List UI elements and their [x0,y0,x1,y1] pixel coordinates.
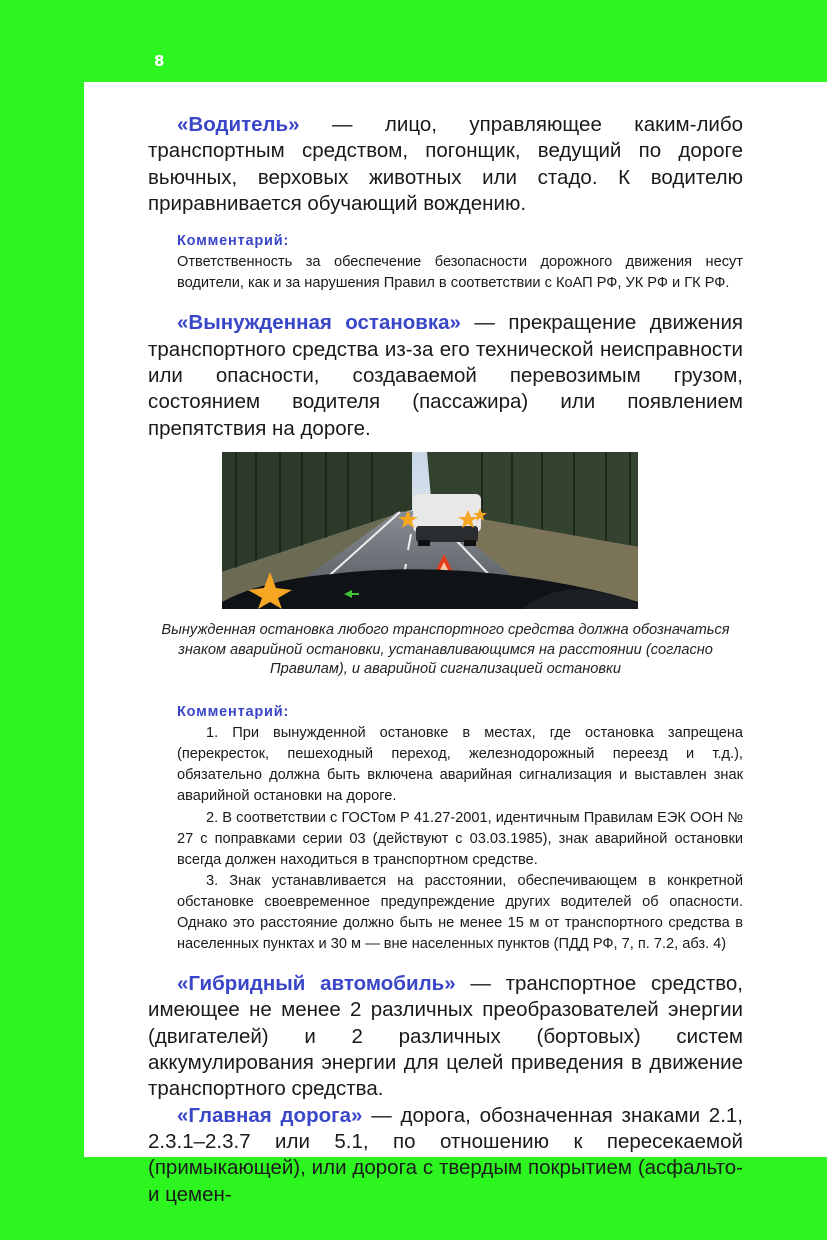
term-main-road: «Главная дорога» [177,1103,363,1127]
comment-title: Комментарий: [177,233,290,250]
page-number: 8 [154,52,165,70]
term-forced-stop: «Вынужденная остановка» [177,311,461,335]
content [148,112,743,1208]
definition-forced-stop-text: — прекращение движения транспортного средства из-за его технической неисправности или опасности, создаваемой перевозимым грузом, состоянием водителя (пассажира) или появлением препятствия на дороге. [148,311,744,440]
comment-title: Комментарий: [177,704,290,721]
comment-text: Ответственность за обеспечение безопасности дорожного движения несут водители, как и за нарушения Правил в соответствии с КоАП РФ, УК РФ и ГК РФ. [177,254,743,292]
definition-main-road [148,1103,743,1208]
forced-stop-photo [222,452,638,609]
comment-item: 1. При вынужденной остановке в местах, где остановка запрещена (перекресток, пешеходный переход, железнодорожный переезд и т.д.), обязательно должна быть включена аварийная сигнализация и выставлен знак аварийной остановки на дороге. [177,725,743,805]
page [84,82,827,1206]
comment-block-2 [148,702,743,955]
photo-caption: Вынужденная остановка любого транспортного средства должна обозначаться знаком аварийной остановки, устанавливающимся на расстоянии (согласно Правилам), и аварийной сигнализацией остановки [161,621,730,678]
definition-driver [148,112,743,217]
comment-block-1 [148,231,743,294]
definition-hybrid-car [148,971,743,1102]
term-hybrid-car: «Гибридный автомобиль» [177,972,456,996]
term-driver: «Водитель» [177,113,300,136]
comment-item: 3. Знак устанавливается на расстоянии, обеспечивающем в конкретной обстановке своевременное предупреждение других водителей об опасности. Однако это расстояние должно быть не менее 15 м от транспортного средства в населенных пунктах и 30 м — вне населенных пунктов (ПДД РФ, 7, п. 7.2, абз. 4) [177,872,743,953]
definition-forced-stop [148,310,743,441]
comment-item: 2. В соответствии с ГОСТом Р 41.27-2001, идентичным Правилам ЕЭК ООН № 27 с поправками серии 03 (действуют с 03.03.1985), знак аварийной остановки всегда должен находиться в транспортном средстве. [177,809,743,868]
definition-driver-text: — лицо, управляющее каким-либо транспортным средством, погонщик, ведущий по дороге вьючных, верховых животных или стадо. К водителю приравнивается обучающий вождению. [148,113,743,215]
definition-hybrid-car-text: — транспортное средство, имеющее не менее 2 различных преобразователей энергии (двигателей) и 2 различных (бортовых) систем аккумулирования энергии для целей приведения в движение транспортного средства. [148,972,743,1101]
definition-main-road-text: — дорога, обозначенная знаками 2.1, 2.3.1–2.3.7 или 5.1, по отношению к пересекаемой (примыкающей), или дорога с твердым покрытием (асфальто- и цемен- [148,1103,744,1206]
